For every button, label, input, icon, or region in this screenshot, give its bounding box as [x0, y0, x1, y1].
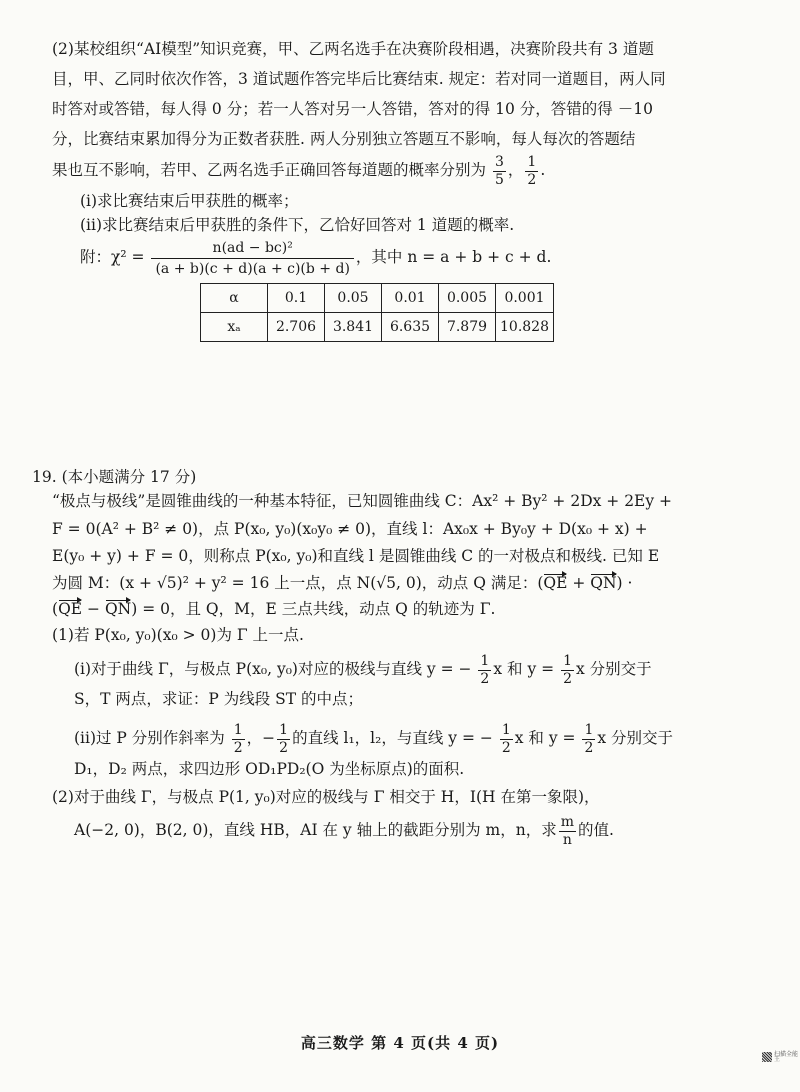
table-cell: 0.001	[496, 284, 554, 313]
frac-num: 3	[494, 153, 504, 170]
scanner-watermark: 扫描全能王	[774, 1051, 799, 1063]
q19-line-4	[52, 572, 632, 594]
frac-den: 2	[584, 739, 594, 756]
qr-code-icon	[762, 1052, 772, 1062]
frac-den: n	[562, 831, 572, 848]
table-head-x: xₐ	[201, 313, 268, 342]
formula-numerator: n(ad − bc)²	[151, 238, 353, 259]
q19-line-4-text: 为圆 M：(x + √5)² + y² = 16 上一点，点 N(√5, 0)，动点 Q 满足：(	[52, 574, 544, 592]
formula-prefix: 附：χ² =	[80, 248, 145, 266]
subquestion-1-ii	[74, 716, 673, 760]
plus-sign: +	[567, 574, 591, 592]
frac-den: 5	[494, 171, 504, 188]
s2-text-b: 的值.	[578, 821, 614, 839]
table-cell: 3.841	[325, 313, 382, 342]
s1ii-text-e: x 分别交于	[597, 729, 674, 747]
q19-line-3: E(y₀ + y) + F = 0，则称点 P(x₀, y₀)和直线 l 是圆锥曲线 C 的一对极点和极线. 已知 E	[52, 547, 660, 565]
q19-line-5	[52, 598, 495, 620]
paren-open: (	[52, 600, 59, 618]
frac-num: 1	[584, 721, 594, 738]
frac-num: 1	[527, 153, 537, 170]
table-cell: 2.706	[268, 313, 325, 342]
vector-qe: QE	[58, 600, 83, 618]
s2-text-a: A(−2, 0)，B(2, 0)，直线 HB，AI 在 y 轴上的截距分别为 m，n，求	[74, 821, 557, 839]
fraction-3-5	[493, 154, 506, 189]
table-row	[201, 313, 554, 342]
frac-den: 2	[480, 670, 490, 687]
fraction-1-2	[478, 653, 491, 688]
page-footer: 高三数学 第 4 页(共 4 页)	[300, 1034, 500, 1052]
s1i-text-b: x 和 y =	[493, 660, 555, 678]
chi-square-formula	[80, 234, 551, 280]
s1i-text-c: x 分别交于	[575, 660, 652, 678]
s1ii-text-d: x 和 y =	[514, 729, 576, 747]
subquestion-1-ii-line-2: D₁，D₂ 两点，求四边形 OD₁PD₂(O 为坐标原点)的面积.	[74, 760, 465, 778]
s1ii-text-c: 的直线 l₁，l₂，与直线 y = −	[292, 729, 493, 747]
fraction-m-n	[559, 814, 576, 849]
question-ii: (ii)求比赛结束后甲获胜的条件下，乙恰好回答对 1 道题的概率.	[80, 216, 515, 234]
q19-line-1: “极点与极线”是圆锥曲线的一种基本特征，已知圆锥曲线 C：Ax² + By² + 2Dx + 2Ey +	[52, 492, 673, 510]
table-cell: 0.05	[325, 284, 382, 313]
frac-den: 2	[233, 739, 243, 756]
table-cell: 10.828	[496, 313, 554, 342]
comma: ，	[507, 161, 524, 179]
formula-suffix: ，其中 n = a + b + c + d.	[355, 248, 552, 266]
fraction-1-2	[277, 722, 290, 757]
part2-line-4: 分，比赛结束累加得分为正数者获胜. 两人分别独立答题互不影响，每人每次的答题结	[52, 130, 636, 148]
frac-num: 1	[563, 652, 572, 669]
s1ii-text-b: ，−	[246, 729, 276, 747]
chi-square-table	[200, 283, 554, 342]
subquestion-2-line-2	[74, 808, 614, 852]
minus-sign: −	[82, 600, 105, 618]
subquestion-2: (2)对于曲线 Γ，与极点 P(1, y₀)对应的极线与 Γ 相交于 H，I(H 在第一象限)，	[52, 788, 600, 806]
s1i-text-a: (i)对于曲线 Γ，与极点 P(x₀, y₀)对应的极线与直线 y = −	[74, 660, 472, 678]
fraction-1-2	[582, 722, 595, 757]
question-i: (i)求比赛结束后甲获胜的概率；	[80, 192, 299, 210]
part2-line-5-text: 果也互不影响，若甲、乙两名选手正确回答每道题的概率分别为	[52, 161, 487, 179]
frac-num: 1	[233, 721, 243, 738]
table-head-alpha: α	[201, 284, 268, 313]
part2-line-1: (2)某校组织“AI模型”知识竞赛，甲、乙两名选手在决赛阶段相遇，决赛阶段共有 3 道题	[52, 40, 654, 58]
table-cell: 0.005	[439, 284, 496, 313]
subquestion-1-i-line-2: S，T 两点，求证：P 为线段 ST 的中点；	[74, 690, 364, 708]
q19-line-5-text: ) = 0，且 Q，M，E 三点共线，动点 Q 的轨迹为 Γ.	[131, 600, 496, 618]
table-cell: 0.01	[382, 284, 439, 313]
q19-line-2: F = 0(A² + B² ≠ 0)，点 P(x₀, y₀)(x₀y₀ ≠ 0)，直线 l：Ax₀x + By₀y + D(x₀ + x) +	[52, 520, 648, 538]
fraction-1-2	[561, 653, 574, 688]
frac-num: 1	[480, 652, 490, 669]
part2-line-5	[52, 150, 545, 190]
vector-qn: QN	[590, 574, 617, 592]
vector-qn: QN	[104, 600, 132, 618]
dot-op: ) ·	[616, 574, 633, 592]
frac-num: m	[560, 813, 574, 830]
fraction-1-2	[500, 722, 513, 757]
frac-num: 1	[279, 721, 289, 738]
subquestion-1-i	[74, 647, 652, 691]
table-cell: 6.635	[382, 313, 439, 342]
table-cell: 7.879	[439, 313, 496, 342]
fraction-1-2	[232, 722, 245, 757]
frac-den: 2	[563, 670, 572, 687]
formula-denominator: (a + b)(c + d)(a + c)(b + d)	[155, 260, 350, 277]
subquestion-1: (1)若 P(x₀, y₀)(x₀ > 0)为 Γ 上一点.	[52, 626, 304, 644]
frac-den: 2	[501, 739, 511, 756]
s1ii-text-a: (ii)过 P 分别作斜率为	[74, 729, 225, 747]
vector-qe: QE	[543, 574, 568, 592]
fraction-1-2	[525, 154, 538, 189]
frac-den: 2	[527, 171, 537, 188]
table-cell: 0.1	[268, 284, 325, 313]
frac-den: 2	[279, 739, 289, 756]
part2-line-2: 目，甲、乙同时依次作答，3 道试题作答完毕后比赛结束. 规定：若对同一道题目，两人同	[52, 70, 666, 88]
table-row	[201, 284, 554, 313]
period: .	[540, 161, 546, 179]
formula-fraction	[151, 238, 353, 279]
part2-line-3: 时答对或答错，每人得 0 分；若一人答对另一人答错，答对的得 10 分，答错的得 －10	[52, 100, 653, 118]
frac-num: 1	[501, 721, 511, 738]
question-19-title: 19. (本小题满分 17 分)	[32, 468, 197, 486]
